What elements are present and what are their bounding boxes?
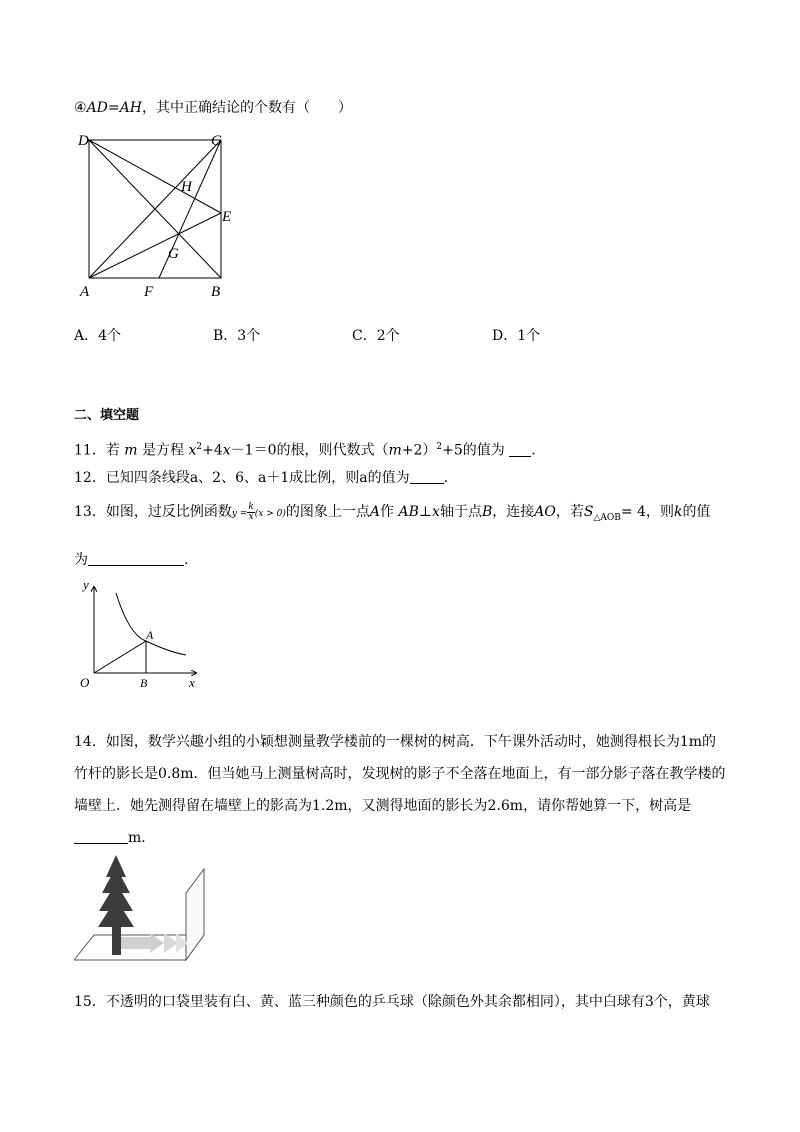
q15-text: 15．不透明的口袋里装有白、黄、蓝三种颜色的乒乓球（除颜色外其余都相同），其中白球有3个，黄球 xyxy=(74,994,710,1010)
q10-geometry-figure xyxy=(74,128,244,303)
q11-answer-blank[interactable] xyxy=(509,442,531,457)
q10-option-a[interactable]: A．4个 xyxy=(74,328,122,344)
q13-text-line2: 为 . xyxy=(74,552,189,568)
ground-shadow xyxy=(120,933,188,953)
q13-answer-blank[interactable] xyxy=(88,551,184,566)
label-b: B xyxy=(211,284,221,300)
q13-text: 13．如图，过反比例函数y = $\frac{k}{x}$ (x > 0)的图象上一点A作 AB⊥x轴于点B，连接AO，若$S_{\triangle AOB}= 4$，则k的值 xyxy=(74,501,711,523)
q14-line3: 墙壁上．她先测得留在墙壁上的影高为1.2m，又测得地面的影长为2.6m，请你帮她算一下，树高是 xyxy=(74,798,692,814)
q10-option-c[interactable]: C．2个 xyxy=(352,328,400,344)
tree-crown xyxy=(98,855,134,927)
wall-plane xyxy=(186,869,204,960)
q14-answer-blank[interactable] xyxy=(74,829,128,844)
line-ae xyxy=(89,213,221,278)
label-h: H xyxy=(181,179,192,195)
section-title-fill-blank: 二、填空题 xyxy=(74,408,140,423)
tree-trunk xyxy=(112,925,121,955)
label-g: G xyxy=(168,246,179,262)
hyperbola-curve xyxy=(116,593,186,655)
q11-text: 11．若 m 是方程 $x^2+4x-1=0$的根，则代数式$(m+2)^2+5$的值为 . xyxy=(74,442,536,459)
q14-line4: m. xyxy=(74,828,146,848)
label-o: O xyxy=(80,675,90,690)
fraction-k-over-x: $\frac{k}{x}$ xyxy=(248,501,254,522)
q10-option-d[interactable]: D．1个 xyxy=(492,328,541,344)
q13-graph-figure xyxy=(74,575,204,695)
q14-line2: 竹杆的影长是0.8m．但当她马上测量树高时，发现树的影子不全落在地面上，有一部分影子落在教学楼的 xyxy=(74,766,726,782)
label-e: E xyxy=(222,209,232,225)
q12-text: 12．已知四条线段a、2、6、a＋1成比例，则a的值为 . xyxy=(74,470,449,486)
label-b: B xyxy=(140,676,148,690)
q14-line1: 14．如图，数学兴趣小组的小颖想测量教学楼前的一棵树的树高．下午课外活动时，她测得根长为1m的 xyxy=(74,734,717,750)
q14-tree-shadow-figure xyxy=(74,855,214,970)
label-c: C xyxy=(211,133,222,149)
q12-answer-blank[interactable] xyxy=(410,469,444,484)
label-x: x xyxy=(189,675,195,690)
segment-ao xyxy=(94,641,146,673)
label-d: D xyxy=(78,133,89,149)
q10-condition: ④AD=AH，其中正确结论的个数有（ ） xyxy=(74,100,352,116)
label-a: A xyxy=(80,284,90,300)
label-f: F xyxy=(144,284,154,300)
label-a: A xyxy=(146,628,154,642)
q10-option-b[interactable]: B．3个 xyxy=(213,328,261,344)
label-y: y xyxy=(83,577,89,592)
line-de xyxy=(89,140,221,213)
